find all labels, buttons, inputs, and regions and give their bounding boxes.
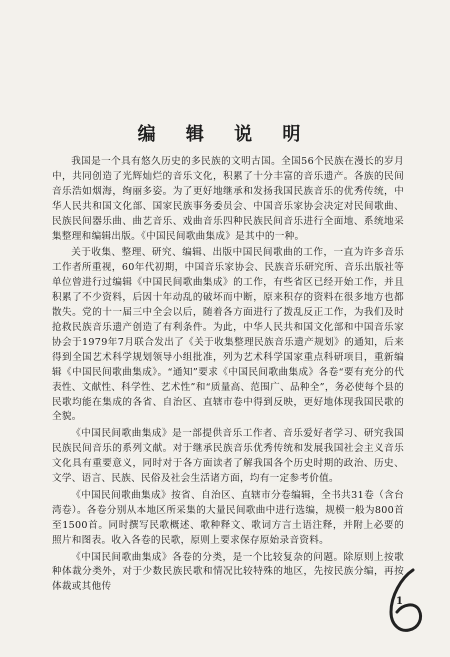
body-text bbox=[52, 155, 404, 597]
paragraph-2: 关于收集、整理、研究、编辑、出版中国民间歌曲的工作，一直为许多音乐工作者所重视，60年代初期，中国音乐家协会、民族音乐研究所、音乐出版社等单位曾进行过编辑《中国民间歌曲集成》的工作，有些省区已经开始工作，并且积累了不少资料，后因十年动乱的破坏而中断，原来积存的资料在很多地方也都散失。党的十一届三中全会以后，随着各方面进行了拨乱反正工作，为我们及时抢救民族音乐遗产创造了有利条件。为此，中华人民共和国文化部和中国音乐家协会于1979年7月联合发出了《关于收集整理民族音乐遗产规划》的通知，后来得到全国艺术科学规划领导小组批准，列为艺术科学国家重点科研项目，重新编辑《中国民间歌曲集成》。“通知”要求《中国民间歌曲集成》各卷“要有充分的代表性、文献性、科学性、艺术性”和“质量高、范围广、品种全”，务必使每个县的民歌均能在集成的各省、自治区、直辖市卷中得到反映，更好地体现我国民歌的全貌。 bbox=[52, 247, 404, 423]
page-title: 编 辑 说 明 bbox=[137, 124, 313, 145]
paragraph-5: 《中国民间歌曲集成》各卷的分类，是一个比较复杂的问题。除原则上按歌种体裁分类外，对于少数民族民歌和情况比较特殊的地区，先按民族分编，再按体裁或其他传 bbox=[52, 551, 404, 593]
handwritten-number-mark bbox=[383, 566, 429, 636]
page-number: 1 bbox=[396, 596, 403, 607]
paragraph-1: 我国是一个具有悠久历史的多民族的文明古国。全国56个民族在漫长的岁月中，共同创造了光辉灿烂的音乐文化，积累了十分丰富的音乐遗产。各族的民间音乐浩如烟海，绚丽多姿。为了更好地继承和发扬我国民族音乐的优秀传统，中华人民共和国文化部、国家民族事务委员会、中国音乐家协会决定对民间歌曲、民族民间器乐曲、曲艺音乐、戏曲音乐四种民族民间音乐进行全面地、系统地采集整理和编辑出版。《中国民间歌曲集成》是其中的一种。 bbox=[52, 156, 404, 242]
paragraph-3: 《中国民间歌曲集成》是一部提供音乐工作者、音乐爱好者学习、研究我国民族民间音乐的系列文献。对于继承民族音乐优秀传统和发展我国社会主义音乐文化具有重要意义，同时对于各方面读者了解我国各个历史时期的政治、历史、文学、语言、民族、民俗及社会生活诸方面，均有一定参考价值。 bbox=[52, 428, 404, 485]
paragraph-4: 《中国民间歌曲集成》按省、自治区、直辖市分卷编辑，全书共31卷（含台湾卷）。各卷分别从本地区所采集的大量民间歌曲中进行选编，规模一般为800首至1500首。同时撰写民歌概述、歌种释文、歌词方言土语注释，并附上必要的照片和图表。收入各卷的民歌，原则上要求保存原始录音资料。 bbox=[52, 489, 404, 546]
